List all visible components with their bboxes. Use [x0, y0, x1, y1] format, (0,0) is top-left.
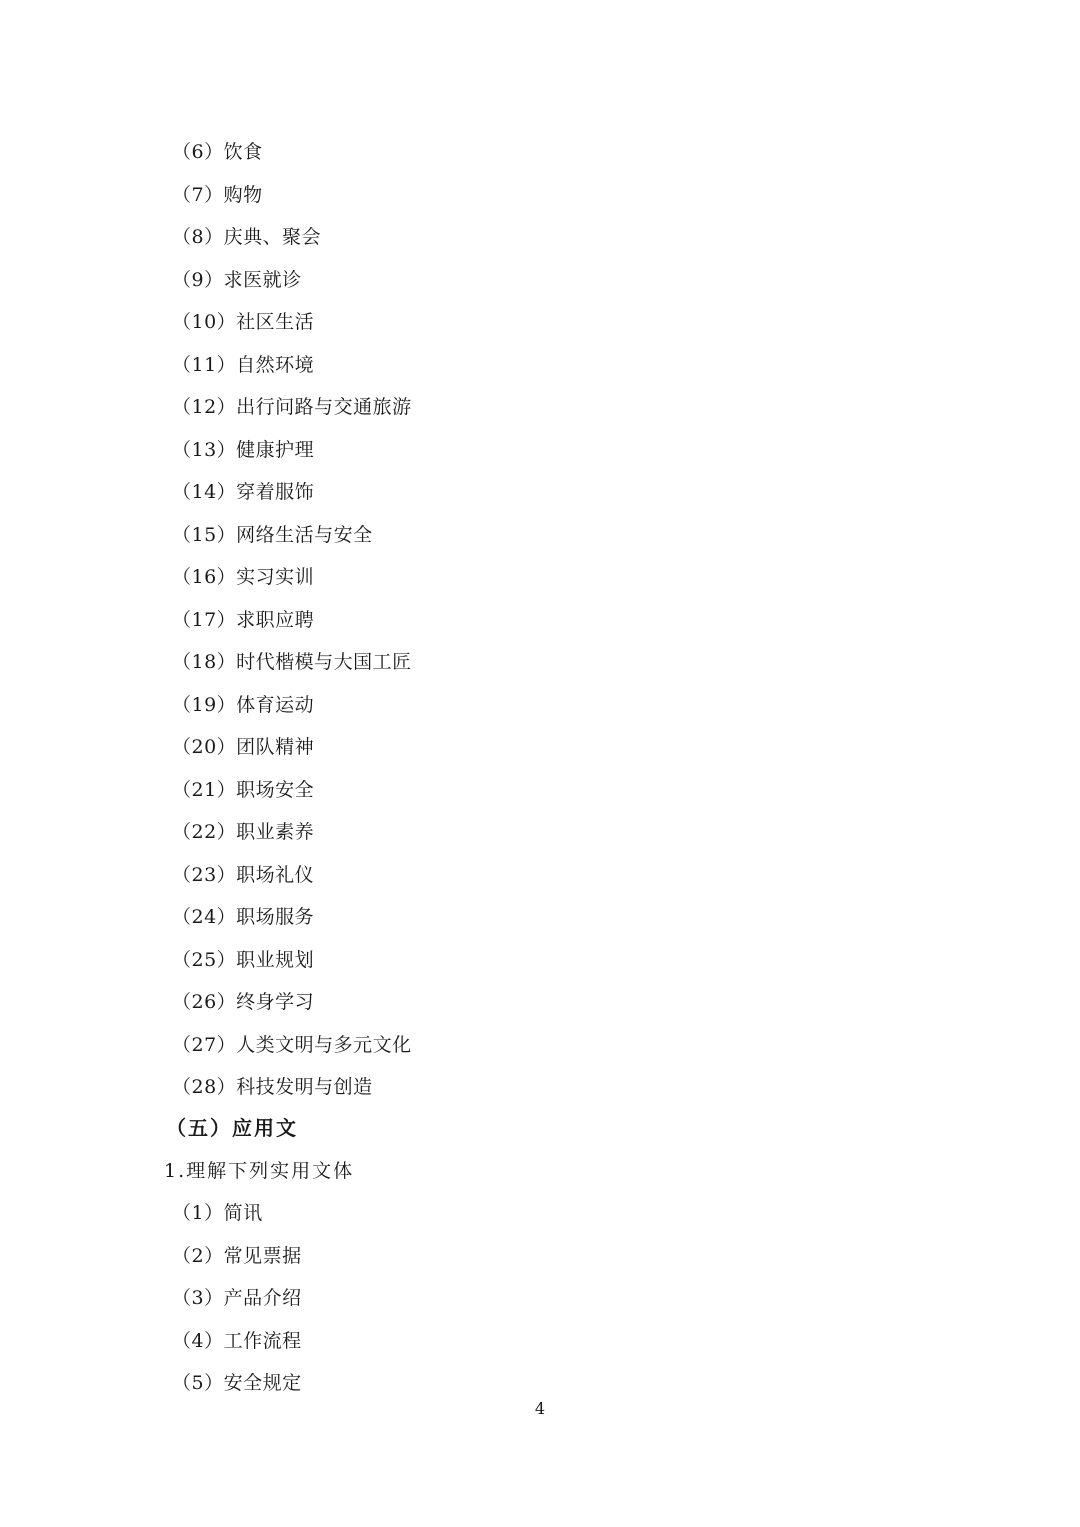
document-type-list [172, 1192, 302, 1405]
topic-item: （13）健康护理 [172, 438, 315, 461]
topic-item: （10）社区生活 [172, 311, 315, 333]
topic-item: （7）购物 [172, 183, 263, 206]
topic-item: （28）科技发明与创造 [172, 1076, 373, 1098]
topic-item: （6）饮食 [172, 141, 263, 163]
topic-item: （12）出行问路与交通旅游 [172, 396, 412, 418]
topic-list [172, 131, 412, 1109]
document-type-item: （2）常见票据 [172, 1244, 302, 1267]
topic-item: （19）体育运动 [172, 693, 315, 716]
topic-item: （20）团队精神 [172, 736, 315, 758]
topic-item: （14）穿着服饰 [172, 481, 315, 503]
topic-item: （24）职场服务 [172, 906, 315, 928]
document-type-item: （3）产品介绍 [172, 1287, 302, 1309]
document-type-item: （5）安全规定 [172, 1372, 302, 1394]
topic-item: （27）人类文明与多元文化 [172, 1033, 412, 1056]
topic-item: （23）职场礼仪 [172, 863, 315, 886]
topic-item: （8）庆典、聚会 [172, 226, 322, 248]
document-type-item: （1）简讯 [172, 1202, 263, 1224]
topic-item: （17）求职应聘 [172, 608, 315, 631]
topic-item: （21）职场安全 [172, 778, 315, 801]
topic-item: （26）终身学习 [172, 991, 315, 1013]
topic-item: （25）职业规划 [172, 948, 315, 971]
topic-item: （15）网络生活与安全 [172, 523, 373, 546]
page-number: 4 [534, 1399, 546, 1418]
topic-item: （9）求医就诊 [172, 268, 302, 291]
topic-item: （22）职业素养 [172, 821, 315, 843]
document-type-item: （4）工作流程 [172, 1329, 302, 1352]
section-heading: （五）应用文 [166, 1116, 298, 1140]
topic-item: （18）时代楷模与大国工匠 [172, 651, 412, 673]
topic-item: （16）实习实训 [172, 566, 315, 588]
topic-item: （11）自然环境 [172, 353, 315, 376]
subsection-heading: 1.理解下列实用文体 [164, 1160, 355, 1182]
